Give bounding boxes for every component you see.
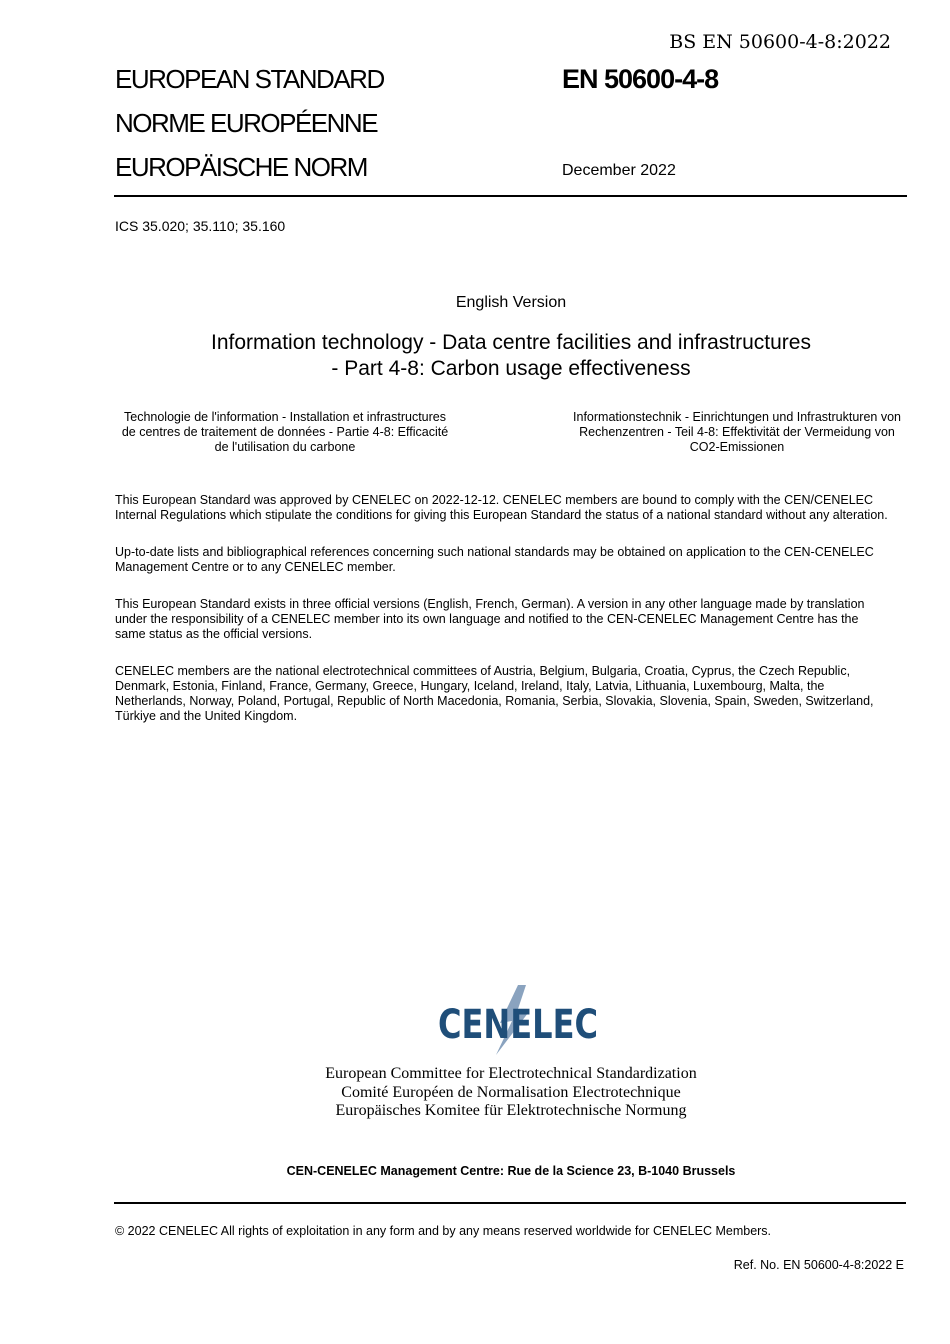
lists-paragraph <box>115 545 910 575</box>
title-french-line: Technologie de l'information - Installation et infrastructures <box>124 410 446 424</box>
title-french-line: de centres de traitement de données - Partie 4-8: Efficacité <box>121 425 449 439</box>
versions-paragraph <box>115 597 910 642</box>
committee-name-en: European Committee for Electrotechnical Standardization <box>325 1065 697 1082</box>
bs-reference: BS EN 50600-4-8:2022 <box>669 31 891 53</box>
cenelec-logo-text: CENELEC <box>438 1002 598 1048</box>
approval-line: Internal Regulations which stipulate the conditions for giving this European Standard the status of a national standard without any alteration. <box>115 508 888 522</box>
copyright-notice: © 2022 CENELEC All rights of exploitation in any form and by any means reserved worldwide for CENELEC Members. <box>115 1224 772 1238</box>
standard-name-en: EUROPEAN STANDARD <box>115 64 384 94</box>
members-line: Türkiye and the United Kingdom. <box>115 709 298 723</box>
cenelec-logo <box>436 985 601 1055</box>
title-german <box>565 410 909 455</box>
members-paragraph <box>115 664 910 724</box>
approval-paragraph <box>115 493 910 523</box>
title-french-line: de l'utilisation du carbone <box>214 440 356 454</box>
members-line: Denmark, Estonia, Finland, France, Germany, Greece, Hungary, Iceland, Ireland, Italy, Latvia, Lithuania, Luxembourg, Malta, the <box>115 679 825 693</box>
version-label: English Version <box>455 294 567 311</box>
standard-name-de: EUROPÄISCHE NORM <box>115 152 367 182</box>
title-english <box>115 330 907 382</box>
versions-line: same status as the official versions. <box>115 627 313 641</box>
header-divider <box>114 195 907 197</box>
title-german-line: Informationstechnik - Einrichtungen und Infrastrukturen von <box>573 410 901 424</box>
lists-line: Management Centre or to any CENELEC member. <box>115 560 396 574</box>
title-german-line: CO2-Emissionen <box>689 440 785 454</box>
standard-number: EN 50600-4-8 <box>562 64 719 94</box>
ics-codes: ICS 35.020; 35.110; 35.160 <box>115 218 286 234</box>
footer-divider <box>114 1202 906 1204</box>
body-paragraphs <box>115 493 910 746</box>
committee-name-de: Europäisches Komitee für Elektrotechnische Normung <box>335 1102 687 1119</box>
approval-line: This European Standard was approved by CENELEC on 2022-12-12. CENELEC members are bound to comply with the CEN/CENELEC <box>115 493 874 507</box>
versions-line: under the responsibility of a CENELEC member into its own language and notified to the CEN-CENELEC Management Centre has the <box>115 612 859 626</box>
reference-number: Ref. No. EN 50600-4-8:2022 E <box>733 1258 904 1272</box>
lists-line: Up-to-date lists and bibliographical references concerning such national standards may be obtained on application to the CEN-CENELEC <box>115 545 874 559</box>
standard-name-fr: NORME EUROPÉENNE <box>115 108 378 138</box>
committee-name-fr: Comité Européen de Normalisation Electrotechnique <box>341 1083 681 1101</box>
publication-date: December 2022 <box>562 162 676 179</box>
title-german-line: Rechenzentren - Teil 4-8: Effektivität der Vermeidung von <box>579 425 895 439</box>
title-english-line: Information technology - Data centre facilities and infrastructures <box>211 331 811 354</box>
committee-names <box>115 1065 907 1121</box>
title-english-line: - Part 4-8: Carbon usage effectiveness <box>331 357 691 380</box>
management-centre-address: CEN-CENELEC Management Centre: Rue de la Science 23, B-1040 Brussels <box>286 1164 736 1178</box>
standard-names <box>115 62 384 194</box>
members-line: Netherlands, Norway, Poland, Portugal, Republic of North Macedonia, Romania, Serbia, Slovakia, Slovenia, Spain, Sweden, Switzerland, <box>115 694 874 708</box>
title-french <box>115 410 455 455</box>
versions-line: This European Standard exists in three official versions (English, French, German). A version in any other language made by translation <box>115 597 865 611</box>
members-line: CENELEC members are the national electrotechnical committees of Austria, Belgium, Bulgaria, Croatia, Cyprus, the Czech Republic, <box>115 664 851 678</box>
